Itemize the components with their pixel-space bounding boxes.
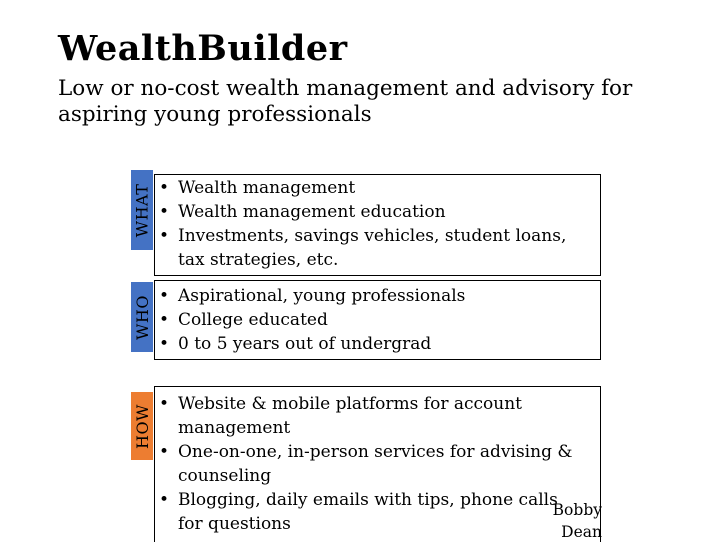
section-tab-who [131,282,153,352]
section-tab-what [131,170,153,250]
section-tab-label: WHO [132,294,152,340]
section-tab-label: HOW [132,403,152,449]
page-subtitle: Low or no-cost wealth management and advisory for aspiring young professionals [58,76,633,127]
list-item: • 0 to 5 years out of undergrad [155,332,595,356]
list-item: • Wealth management education [155,200,595,224]
list-item: • College educated [155,308,595,332]
list-item: • Investments, savings vehicles, student loans, tax strategies, etc. [155,224,595,272]
author-first-name: Bobby [552,501,602,519]
list-item: • Aspirational, young professionals [155,284,595,308]
section-list-what [155,176,595,272]
section-tab-label: WHAT [132,183,152,237]
author-last-name: Dean [561,523,602,541]
list-item: • Blogging, daily emails with tips, phone calls for questions [155,488,585,536]
page-title: WealthBuilder [58,28,348,69]
list-item: • Wealth management [155,176,595,200]
section-tab-how [131,392,153,460]
section-list-who [155,284,595,356]
list-item: • One-on-one, in-person services for advising & counseling [155,440,585,488]
author-name [552,499,602,543]
section-list-how [155,392,585,536]
list-item: • Website & mobile platforms for account management [155,392,585,440]
